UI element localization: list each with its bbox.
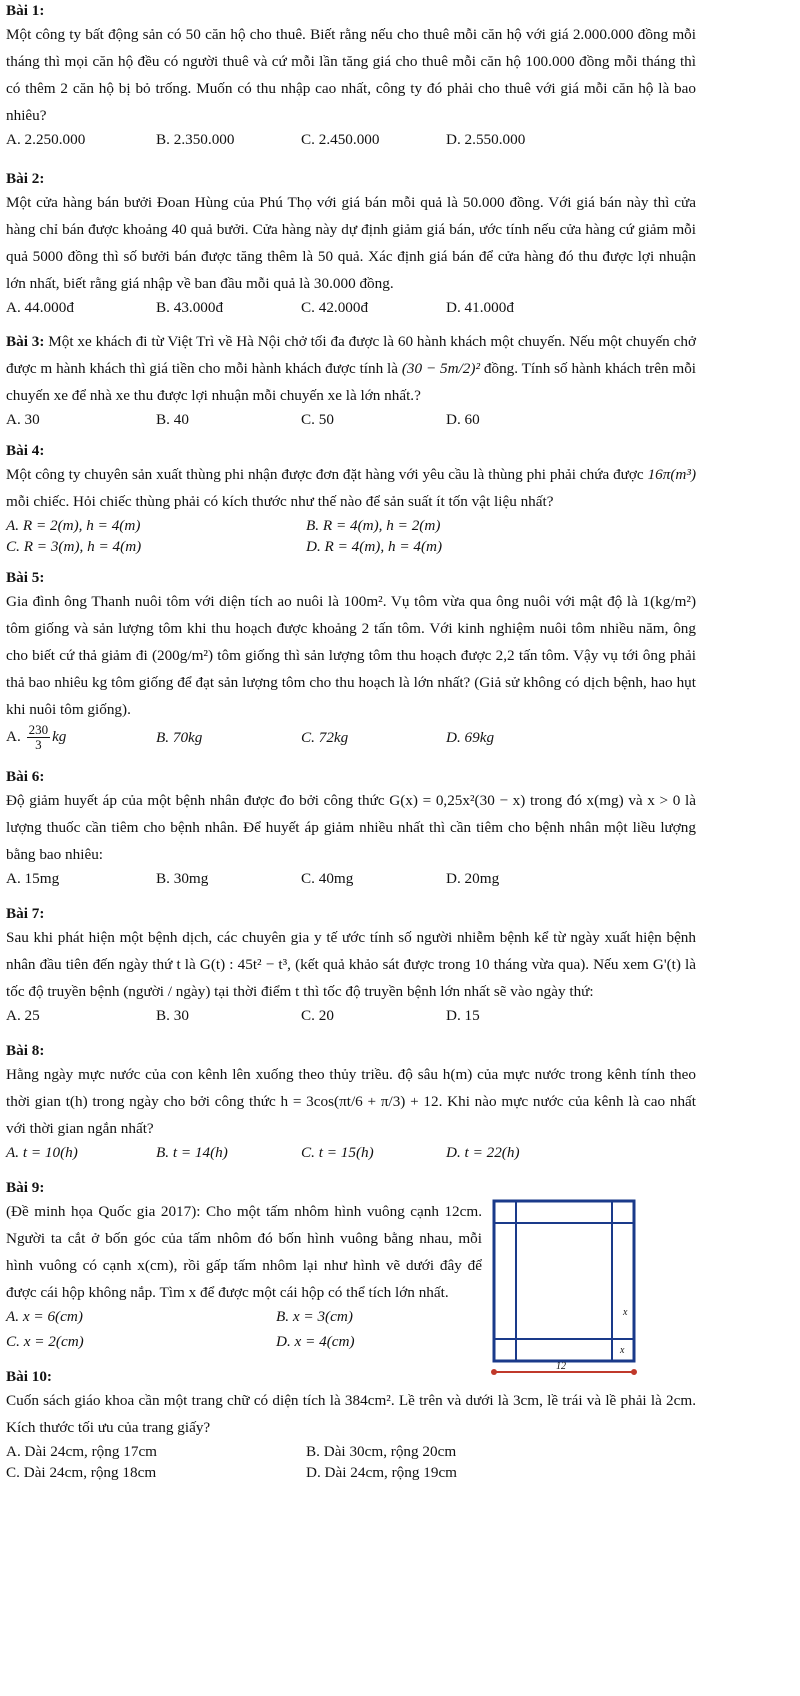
option-d: D. 60: [446, 411, 480, 428]
option-a: A. R = 2(m), h = 4(m): [6, 517, 141, 534]
label-x-vertical: x: [623, 1307, 628, 1318]
problem-title: Bài 6:: [6, 768, 45, 785]
option-a: A. 25: [6, 1007, 40, 1024]
problem-text: Hằng ngày mực nước của con kênh lên xuống theo thủy triều. độ sâu h(m) của mực nước trong kênh tính theo thời gian t(h) trong ngày cho bởi công thức h = 3cos(πt/6 + π/3) + 12. Khi nào mực nước của kênh là cao nhất với thời gian ngắn nhất?: [6, 1066, 696, 1137]
option-d: D. 41.000đ: [446, 299, 514, 316]
problem-7: [6, 903, 696, 1026]
option-c: C. R = 3(m), h = 4(m): [6, 538, 142, 555]
problem-text: Cuốn sách giáo khoa cần một trang chữ có diện tích là 384cm². Lề trên và dưới là 3cm, lề trái và lề phải là 2cm. Kích thước tối ưu của trang giấy?: [6, 1392, 696, 1436]
answer-options: [6, 297, 696, 318]
problem-text: Một công ty chuyên sản xuất thùng phi nhận được đơn đặt hàng với yêu cầu là thùng phi phải chứa được: [6, 466, 644, 483]
option-a: A. Dài 24cm, rộng 17cm: [6, 1443, 157, 1460]
problem-6: [6, 766, 696, 889]
option-a: A. 30: [6, 411, 40, 428]
option-d: D. Dài 24cm, rộng 19cm: [306, 1464, 457, 1481]
option-a-fraction: $\frac{230}{3}$: [28, 722, 49, 752]
volume-formula: 16π(m³): [647, 466, 697, 483]
price-formula: (30 − 5m/2)²: [401, 360, 481, 377]
option-d: D. t = 22(h): [446, 1144, 520, 1161]
option-c: C. 20: [301, 1007, 334, 1024]
answer-options: [6, 1441, 696, 1483]
problem-title: Bài 7:: [6, 905, 45, 922]
option-a: A. 44.000đ: [6, 299, 74, 316]
problem-text: Một công ty bất động sản có 50 căn hộ cho thuê. Biết rằng nếu cho thuê mỗi căn hộ với giá 2.000.000 đồng mỗi tháng thì mọi căn hộ đều có người thuê và cứ mỗi lần tăng giá cho thuê mỗi căn hộ 100.000 đồng mỗi tháng thì có thêm 2 căn hộ bị bỏ trống. Muốn có thu nhập cao nhất, công ty đó phải cho thuê với giá mỗi căn hộ là bao nhiêu?: [6, 26, 696, 124]
option-d: D. 15: [446, 1007, 480, 1024]
answer-options: [6, 409, 696, 430]
problem-title: Bài 3:: [6, 333, 45, 350]
problem-title: Bài 8:: [6, 1042, 45, 1059]
option-d: D. 2.550.000: [446, 131, 526, 148]
side-endpoint-right: [631, 1369, 637, 1375]
option-c: C. 50: [301, 411, 334, 428]
answer-options: [6, 1306, 482, 1352]
option-b: B. 70kg: [156, 729, 203, 746]
option-d: D. R = 4(m), h = 4(m): [306, 538, 443, 555]
option-d: D. x = 4(cm): [276, 1333, 355, 1350]
answer-options: [6, 129, 696, 150]
option-b: B. x = 3(cm): [276, 1308, 353, 1325]
option-b: B. 30mg: [156, 870, 209, 887]
problem-4: [6, 440, 696, 557]
problem-3: [6, 328, 696, 430]
answer-options: [6, 1142, 696, 1163]
problem-8: [6, 1040, 696, 1163]
option-b: B. 40: [156, 411, 189, 428]
side-endpoint-left: [491, 1369, 497, 1375]
option-b: B. t = 14(h): [156, 1144, 228, 1161]
problem-text: Gia đình ông Thanh nuôi tôm với diện tích ao nuôi là 100m². Vụ tôm vừa qua ông nuôi với mật độ là 1(kg/m²) tôm giống và sản lượng tôm khi thu hoạch được khoảng 2 tấn tôm. Với kinh nghiệm nuôi tôm nhiều năm, ông cho biết cứ thả giảm đi (200g/m²) tôm giống thì sản lượng tôm thu hoạch được 2,2 tấn tôm. Vậy vụ tới ông phải thả bao nhiêu kg tôm giống để đạt sản lượng tôm cho thu hoạch là lớn nhất? (Giả sử không có dịch bệnh, hao hụt khi nuôi tôm giống).: [6, 593, 696, 718]
problem-5: [6, 567, 696, 752]
problem-title: Bài 4:: [6, 442, 45, 459]
option-c: C. 2.450.000: [301, 131, 380, 148]
problem-2: [6, 168, 696, 318]
option-b: B. 2.350.000: [156, 131, 235, 148]
option-a: A. t = 10(h): [6, 1144, 78, 1161]
option-c: C. 72kg: [301, 729, 349, 746]
answer-options: [6, 515, 696, 557]
problem-text: Độ giảm huyết áp của một bệnh nhân được đo bởi công thức G(x) = 0,25x²(30 − x) trong đó x(mg) và x > 0 là lượng thuốc cần tiêm cho bệnh nhân. Để huyết áp giảm nhiều nhất thì cần tiêm cho bệnh nhân một liều lượng bằng bao nhiêu:: [6, 792, 696, 863]
problem-text-cont: mỗi chiếc. Hỏi chiếc thùng phải có kích thước như thế nào để sản suất ít tốn vật liệu nhất?: [6, 493, 554, 510]
option-a: A. $\frac{230}{3}$ kg: [6, 722, 67, 752]
document-page: [6, 0, 696, 1493]
answer-options: [6, 723, 696, 752]
option-c: C. t = 15(h): [301, 1144, 374, 1161]
answer-options: [6, 868, 696, 889]
label-side-12: 12: [556, 1361, 566, 1372]
option-d: D. 20mg: [446, 870, 500, 887]
problem-text: (Đề minh họa Quốc gia 2017): Cho một tấm nhôm hình vuông cạnh 12cm. Người ta cắt ở bốn góc của tấm nhôm đó bốn hình vuông bằng nhau, mỗi hình vuông có cạnh x(cm), rồi gấp tấm nhôm lại như hình vẽ dưới đây để được cái hộp không nắp. Tìm x để được một cái hộp có thể tích lớn nhất.: [6, 1203, 482, 1301]
option-a: A. 15mg: [6, 870, 60, 887]
option-c: C. Dài 24cm, rộng 18cm: [6, 1464, 157, 1481]
option-b: B. 43.000đ: [156, 299, 224, 316]
problem-text: Một xe khách đi từ Việt Trì về Hà Nội chở tối đa được là 60 hành khách một chuyến. Nếu một chuyến chở được m hành khách thì giá tiền cho mỗi hành khách được tính là: [6, 333, 696, 377]
option-d: D. 69kg: [446, 729, 495, 746]
problem-text: Sau khi phát hiện một bệnh dịch, các chuyên gia y tế ước tính số người nhiễm bệnh kể từ ngày xuất hiện bệnh nhân đầu tiên đến ngày thứ t là G(t) : 45t² − t³, (kết quả khảo sát được trong 10 tháng vừa qua). Nếu xem G'(t) là tốc độ truyền bệnh (người / ngày) tại thời điểm t thì tốc độ truyền bệnh lớn nhất sẽ vào ngày thứ:: [6, 929, 696, 1000]
answer-options: [6, 1005, 696, 1026]
option-c: C. 42.000đ: [301, 299, 369, 316]
problem-title: Bài 10:: [6, 1368, 52, 1385]
problem-title: Bài 9:: [6, 1179, 45, 1196]
option-b: B. R = 4(m), h = 2(m): [306, 517, 441, 534]
aluminum-sheet-figure: [486, 1197, 696, 1387]
label-x-horizontal: x: [620, 1345, 625, 1356]
option-a: A. x = 6(cm): [6, 1308, 83, 1325]
problem-1: [6, 0, 696, 150]
problem-9: [6, 1177, 696, 1372]
problem-text: Một cửa hàng bán bưởi Đoan Hùng của Phú Thọ với giá bán mỗi quả là 50.000 đồng. Với giá bán này thì cửa hàng chỉ bán được khoảng 40 quả bưởi. Cửa hàng này dự định giảm giá bán, ước tính nếu cửa hàng cứ giảm mỗi quả 5000 đồng thì số bưởi bán được tăng thêm là 50 quả. Xác định giá bán để cửa hàng đó thu được lợi nhuận lớn nhất, biết rằng giá nhập về ban đầu mỗi quả là 30.000 đồng.: [6, 194, 696, 292]
problem-title: Bài 5:: [6, 569, 45, 586]
option-c: C. 40mg: [301, 870, 354, 887]
problem-title: Bài 2:: [6, 170, 45, 187]
option-a: A. 2.250.000: [6, 131, 86, 148]
problem-text-cont: đồng. Tính số hành khách trên mỗi chuyến xe để nhà xe thu được lợi nhuận mỗi chuyến xe là lớn nhất.?: [6, 360, 697, 404]
option-b: B. Dài 30cm, rộng 20cm: [306, 1443, 457, 1460]
option-c: C. x = 2(cm): [6, 1333, 84, 1350]
problem-title: Bài 1:: [6, 2, 45, 19]
option-b: B. 30: [156, 1007, 189, 1024]
